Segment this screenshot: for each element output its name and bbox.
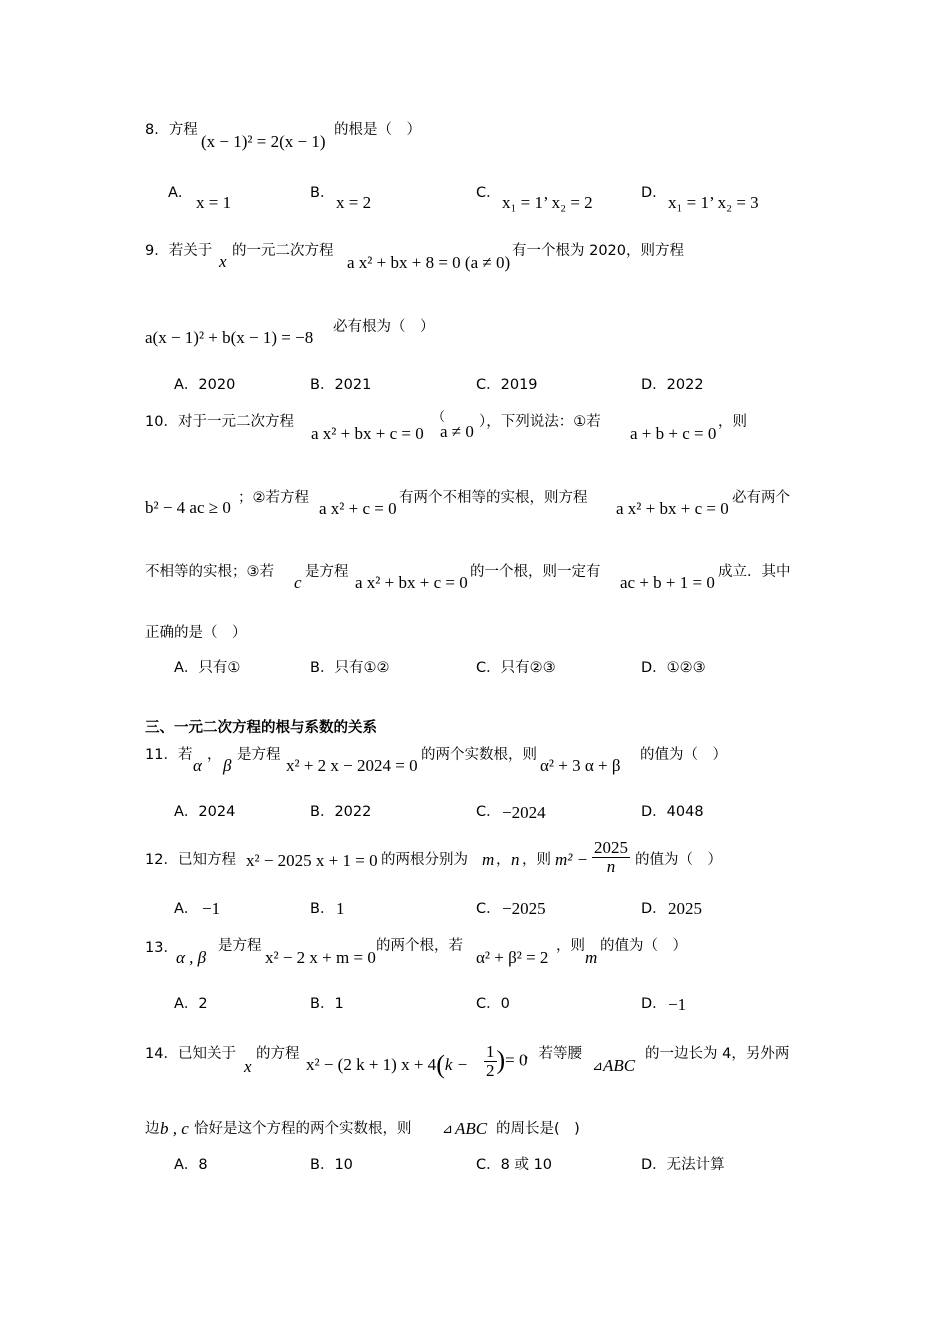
q14-option-c: C．8 或 10	[476, 1157, 553, 1173]
q9-mid: 的一元二次方程	[232, 243, 334, 259]
q9-option-c: C．2019	[476, 377, 538, 393]
q10-line3-eq: a x² + bx + c = 0	[355, 573, 468, 592]
q9-option-a: A．2020	[174, 377, 236, 393]
q12-m: m	[482, 850, 495, 869]
q13-option-b: B．1	[310, 996, 344, 1012]
q8-option-d-letter: D．	[641, 185, 667, 201]
q10-option-b: B．只有①②	[310, 660, 390, 676]
q10-line2-eq2: a x² + c = 0	[319, 499, 397, 518]
q13-option-c: C．0	[476, 996, 510, 1012]
q12-option-a-letter: A．	[174, 901, 199, 917]
q10-line3-suffix: 成立．其中	[718, 564, 791, 580]
q14-line2-prefix: 边	[145, 1121, 160, 1137]
q8-prefix: 8．方程	[145, 122, 198, 138]
q13-var: m	[585, 948, 598, 967]
q11-alpha: α	[193, 756, 202, 775]
q8-option-c: x₁ = 1’ x₂ = 2	[502, 193, 593, 212]
q13-cond: α² + β² = 2	[476, 948, 549, 967]
q14-eq-k: k −	[444, 1055, 469, 1074]
q11-mid: 是方程	[237, 747, 281, 763]
q14-option-d: D．无法计算	[641, 1157, 725, 1173]
q10-line2-mid: ；②若方程	[238, 490, 309, 506]
q13-prefix: 13．	[145, 940, 178, 956]
q13-roots: α , β	[176, 948, 207, 967]
q9-suffix: 有一个根为 2020，则方程	[512, 243, 685, 259]
q12-option-c: −2025	[502, 899, 546, 918]
q10-cond: a ≠ 0	[440, 422, 474, 441]
q14-prefix: 14．已知关于	[145, 1046, 236, 1062]
q14-mid: 的方程	[256, 1046, 300, 1062]
q14-option-b: B．10	[310, 1157, 353, 1173]
q10-cond-open: （	[432, 410, 446, 425]
q8-option-b-letter: B．	[310, 185, 335, 201]
q12-frac-num: 2025	[594, 838, 628, 857]
q10-option-a: A．只有①	[174, 660, 241, 676]
q10-equation1: a x² + bx + c = 0	[311, 424, 424, 443]
q10-line3-mid2: 的一个根，则一定有	[470, 564, 601, 580]
q10-then: ，则	[718, 414, 747, 430]
q14-mid2: ，若等腰	[524, 1046, 582, 1062]
q14-triangle: ⊿	[592, 1059, 603, 1074]
q10-line2-eq1: b² − 4 ac ≥ 0	[145, 498, 231, 517]
q13-suffix: 的值为（ ）	[600, 938, 687, 954]
q11-option-c-letter: C．	[476, 804, 501, 820]
q12-option-d: 2025	[668, 899, 702, 918]
q11-expr: α² + 3 α + β	[540, 756, 621, 775]
q12-comma: ，	[496, 852, 511, 868]
q14-option-a: A．8	[174, 1157, 208, 1173]
q11-suffix: 的值为（ ）	[640, 747, 727, 763]
q10-line2-suffix: 必有两个	[732, 490, 790, 506]
q14-line2-triangle: ⊿	[442, 1122, 453, 1137]
q9-option-b: B．2021	[310, 377, 372, 393]
q13-equation: x² − 2 x + m = 0	[265, 948, 376, 967]
q8-option-c-letter: C．	[476, 185, 501, 201]
q12-equation: x² − 2025 x + 1 = 0	[246, 851, 378, 870]
q14-line2-abc: ABC	[455, 1119, 488, 1138]
q10-prefix: 10．对于一元二次方程	[145, 414, 294, 430]
q14-fraction: $\frac{1}{2}$ )= 0	[486, 1042, 528, 1080]
q12-suffix: 的值为（ ）	[635, 852, 722, 868]
q12-prefix: 12．已知方程	[145, 852, 236, 868]
q9-prefix: 9．若关于	[145, 243, 213, 259]
q11-option-a: A．2024	[174, 804, 236, 820]
q10-line4: 正确的是（ ）	[145, 625, 247, 641]
q13-mid2: 的两个根，若	[376, 938, 463, 954]
q12-expr: m² −	[555, 850, 589, 869]
q14-line2-mid: 恰好是这个方程的两个实数根，则	[194, 1121, 412, 1137]
q13-option-d-letter: D．	[641, 996, 667, 1012]
q14-line2-suffix: 的周长是( )	[496, 1121, 580, 1137]
q10-option-d: D．①②③	[641, 660, 706, 676]
q12-then: ，则	[522, 852, 551, 868]
q14-abc: ABC	[603, 1056, 636, 1075]
q11-beta: β	[223, 756, 232, 775]
q10-line2-eq3: a x² + bx + c = 0	[616, 499, 729, 518]
q11-option-d: D．4048	[641, 804, 704, 820]
q8-option-b: x = 2	[336, 193, 372, 212]
q10-line3-eq2: ac + b + 1 = 0	[620, 573, 715, 592]
q12-option-d-letter: D．	[641, 901, 667, 917]
q11-mid2: 的两个实数根，则	[421, 747, 537, 763]
q14-frac-den: 2	[486, 1061, 495, 1080]
q8-equation: (x − 1)² = 2(x − 1)	[201, 132, 326, 151]
q9-equation1: a x² + bx + 8 = 0 (a ≠ 0)	[347, 253, 511, 272]
q9-line2-suffix: 必有根为（ ）	[333, 319, 435, 335]
q12-option-a: −1	[202, 899, 221, 918]
q14-line2-bc: b , c	[160, 1119, 189, 1138]
q9-option-d: D．2022	[641, 377, 704, 393]
q12-option-b: 1	[336, 899, 345, 918]
q8-option-a-letter: A．	[168, 185, 193, 201]
q8-option-a: x = 1	[196, 193, 232, 212]
q12-option-c-letter: C．	[476, 901, 501, 917]
q10-cond-close: ），下列说法：①若	[479, 414, 601, 430]
q8-option-d: x₁ = 1’ x₂ = 3	[668, 193, 759, 212]
q13-then: ，则	[556, 938, 585, 954]
section-3-title: 三、一元二次方程的根与系数的关系	[145, 720, 377, 736]
q10-line3-mid: 是方程	[305, 564, 349, 580]
q13-option-d: −1	[668, 995, 687, 1014]
q11-option-c: −2024	[502, 803, 546, 822]
q10-cond2: a + b + c = 0	[630, 424, 717, 443]
q14-suffix: 的一边长为 4，另外两	[645, 1046, 790, 1062]
q12-frac-den: n	[606, 857, 616, 876]
q11-sep: ，	[207, 747, 222, 763]
q9-equation2: a(x − 1)² + b(x − 1) = −8	[145, 328, 314, 347]
q10-line3-var: c	[294, 573, 302, 592]
q12-option-b-letter: B．	[310, 901, 335, 917]
q11-prefix: 11．若	[145, 747, 193, 763]
q10-line2-mid2: 有两个不相等的实根，则方程	[399, 490, 588, 506]
q14-equation: x² − (2 k + 1) x + 4(k −	[306, 1050, 469, 1079]
q11-option-b: B．2022	[310, 804, 372, 820]
q13-mid: 是方程	[218, 938, 262, 954]
q10-option-c: C．只有②③	[476, 660, 556, 676]
q8-suffix: 的根是（ ）	[334, 122, 421, 138]
q14-frac-num: 1	[486, 1042, 495, 1061]
q12-fraction	[592, 839, 630, 876]
q12-mid: 的两根分别为	[381, 852, 468, 868]
q14-eq-left: x² − (2 k + 1) x + 4	[306, 1055, 437, 1074]
q12-n: n	[511, 850, 520, 869]
q14-var: x	[244, 1057, 252, 1076]
q13-option-a: A．2	[174, 996, 208, 1012]
q11-equation: x² + 2 x − 2024 = 0	[286, 756, 418, 775]
q14-eq-right: = 0	[505, 1050, 528, 1070]
q9-var: x	[219, 252, 227, 271]
q10-line3-prefix: 不相等的实根；③若	[145, 564, 274, 580]
